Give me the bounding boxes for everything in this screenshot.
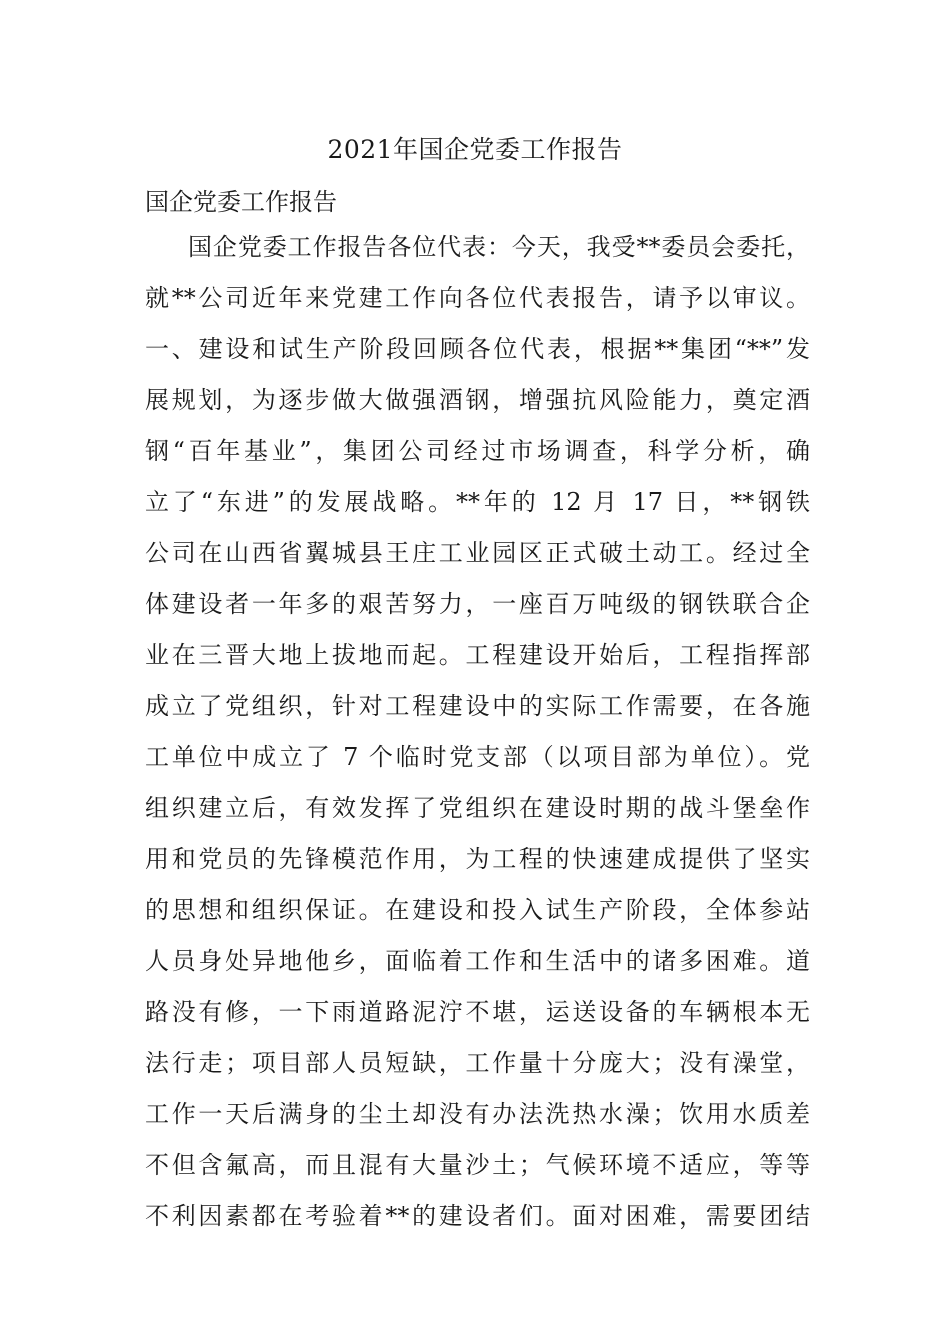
paragraph-line-5: 钢“百年基业”，集团公司经过市场调查，科学分析，确 (145, 437, 810, 465)
paragraph-line-9: 业在三晋大地上拔地而起。工程建设开始后，工程指挥部 (145, 641, 810, 669)
paragraph-line-7: 公司在山西省翼城县王庄工业园区正式破土动工。经过全 (145, 539, 810, 567)
paragraph-line-8: 体建设者一年多的艰苦努力，一座百万吨级的钢铁联合企 (145, 590, 810, 618)
document-subtitle: 国企党委工作报告 (145, 188, 337, 216)
paragraph-line-12: 组织建立后，有效发挥了党组织在建设时期的战斗堡垒作 (145, 794, 810, 822)
paragraph-line-4: 展规划，为逐步做大做强酒钢，增强抗风险能力，奠定酒 (145, 386, 810, 414)
paragraph-line-2: 就**公司近年来党建工作向各位代表报告，请予以审议。 (145, 284, 810, 312)
paragraph-line-19: 不但含氟高，而且混有大量沙土；气候环境不适应，等等 (145, 1151, 810, 1179)
paragraph-line-10: 成立了党组织，针对工程建设中的实际工作需要，在各施 (145, 692, 810, 720)
paragraph-line-20: 不利因素都在考验着**的建设者们。面对困难，需要团结 (145, 1202, 810, 1230)
paragraph-line-16: 路没有修，一下雨道路泥泞不堪，运送设备的车辆根本无 (145, 998, 810, 1026)
paragraph-line-11: 工单位中成立了 7 个临时党支部（以项目部为单位）。党 (145, 743, 810, 771)
paragraph-line-14: 的思想和组织保证。在建设和投入试生产阶段，全体参站 (145, 896, 810, 924)
paragraph-line-6: 立了“东进”的发展战略。**年的 12 月 17 日，**钢铁 (145, 488, 810, 516)
paragraph-line-17: 法行走；项目部人员短缺，工作量十分庞大；没有澡堂， (145, 1049, 810, 1077)
paragraph-line-18: 工作一天后满身的尘土却没有办法洗热水澡；饮用水质差 (145, 1100, 810, 1128)
paragraph-line-13: 用和党员的先锋模范作用，为工程的快速建成提供了坚实 (145, 845, 810, 873)
document-title: 2021年国企党委工作报告 (327, 135, 623, 164)
paragraph-line-1: 国企党委工作报告各位代表：今天，我受**委员会委托， (188, 233, 810, 261)
paragraph-line-15: 人员身处异地他乡，面临着工作和生活中的诸多困难。道 (145, 947, 810, 975)
paragraph-line-3: 一、建设和试生产阶段回顾各位代表，根据**集团“**”发 (145, 335, 810, 363)
